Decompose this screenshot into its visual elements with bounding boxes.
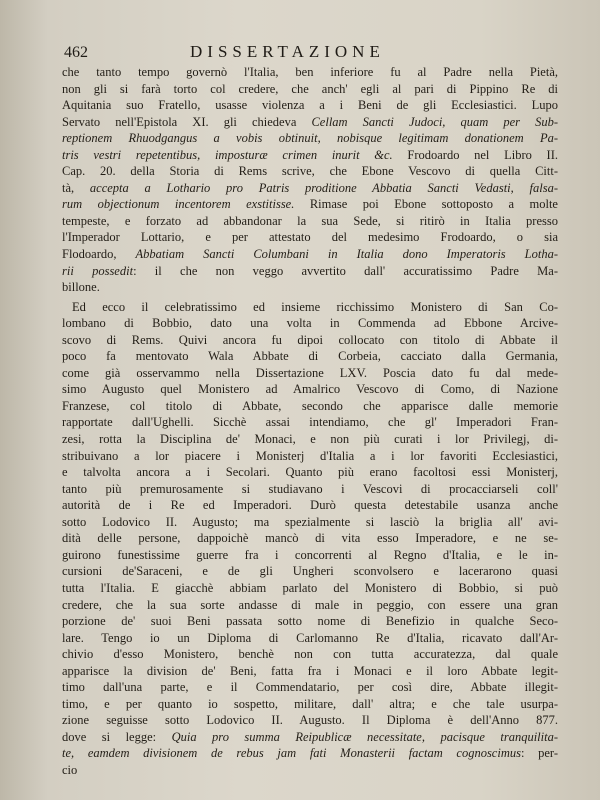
text-line: [62, 114, 558, 131]
text-segment: Flodoardo,: [62, 247, 136, 262]
text-line: [62, 514, 558, 531]
italic-segment: rum objectionum incentorem exstitisse.: [62, 197, 295, 212]
text-segment: poco fa mentovato Wala Abbate di Corbeia, cacciato dalla Germania,: [62, 349, 558, 364]
text-segment: Aquitania suo Fratello, usasse violenza a i Beni de gli Ecclesiastici. Lupo: [62, 98, 558, 113]
text-segment: stribuivano a lor piacere i Monisterj d'Italia a i lor favoriti Ecclesiastici,: [62, 448, 558, 463]
text-line: [62, 398, 558, 415]
text-segment: zione seguisse sotto Lodovico II. Augusto. Il Diploma è dell'Anno 877.: [62, 713, 558, 728]
text-line: [62, 464, 558, 481]
italic-segment: Cellam Sancti Judoci, quam per Sub-: [311, 114, 559, 129]
text-line: [62, 745, 558, 762]
text-line: [62, 332, 558, 349]
text-segment: lombano di Bobbio, dato una volta in Commenda ad Ebbone Arcive-: [62, 316, 558, 331]
text-line: [62, 630, 558, 647]
text-line: [62, 315, 558, 332]
text-segment: timo dall'una parte, e il Commendatario, per così dire, Abbate illegit-: [62, 680, 558, 695]
text-line: [62, 762, 558, 779]
text-segment: Ed ecco il celebratissimo ed insieme ricchissimo Monistero di San Co-: [72, 299, 558, 314]
text-segment: porzione de' suoi Beni passata sotto nome di Benefizio in qualche Seco-: [62, 614, 558, 629]
italic-segment: tris vestri repetentibus, imposturæ crimen inurit &c.: [62, 147, 393, 162]
text-segment: billone.: [62, 280, 100, 295]
text-line: [62, 263, 558, 280]
text-line: [62, 81, 558, 98]
text-line: [62, 163, 558, 180]
text-line: [62, 299, 558, 316]
italic-segment: te, eamdem divisionem de rebus jam fati Monasterii factam cognoscimus: [62, 746, 521, 761]
text-line: [62, 712, 558, 729]
text-segment: lare. Tengo io un Diploma di Carlomanno Re d'Italia, ricavato dall'Ar-: [62, 630, 558, 645]
text-line: [62, 431, 558, 448]
text-line: [62, 97, 558, 114]
text-segment: zesi, rotta la Disciplina de' Monaci, e non più curati i lor Privilegj, di-: [62, 432, 558, 447]
paragraph: [62, 64, 558, 296]
text-line: [62, 130, 558, 147]
text-line: [62, 348, 558, 365]
text-segment: rapportate dall'Ughelli. Sicchè assai intendiamo, che gl' Imperadori Fran-: [62, 415, 558, 430]
text-line: [62, 381, 558, 398]
text-line: [62, 481, 558, 498]
text-line: [62, 213, 558, 230]
text-line: [62, 229, 558, 246]
text-line: [62, 613, 558, 630]
text-line: [62, 448, 558, 465]
text-segment: non gli si farà torto col credere, che anch' egli al pari di Pippino Re di: [62, 81, 558, 96]
text-segment: Cap. 20. della Storia di Rems scrive, che Ebone Vescovo di quella Citt-: [62, 164, 558, 179]
text-segment: l'Imperador Lottario, e per attestato del medesimo Frodoardo, o sia: [62, 230, 558, 245]
text-segment: guirono funestissime guerre fra i concorrenti al Regno d'Italia, e le in-: [62, 547, 558, 562]
text-line: [62, 580, 558, 597]
paragraph: [62, 299, 558, 779]
text-line: [62, 246, 558, 263]
text-segment: dove si legge:: [62, 729, 172, 744]
text-segment: tempeste, e forzato ad abbandonar la sua Sede, si ritirò in Italia presso: [62, 213, 558, 228]
text-segment: sotto Lodovico II. Augusto; ma spezialmente si lasciò la briglia all' avi-: [62, 514, 558, 529]
text-segment: scovo di Rems. Quivi ancora fu dipoi collocato con titolo di Abbate il: [62, 332, 558, 347]
text-segment: Franzese, col titolo di Abbate, secondo che apparisce dalle memorie: [62, 398, 558, 413]
text-line: [62, 279, 558, 296]
text-line: [62, 497, 558, 514]
text-line: [62, 663, 558, 680]
text-segment: e talvolta ancora a i Secolari. Quanto più erano facoltosi essi Monisterj,: [62, 465, 558, 480]
text-segment: : il che non veggo avvertito dall' accuratissimo Padre Ma-: [133, 263, 558, 278]
text-line: [62, 547, 558, 564]
text-segment: tutta l'Italia. E giacchè abbiam parlato del Monistero di Bobbio, si può: [62, 580, 558, 595]
text-segment: : per-: [520, 746, 559, 761]
text-segment: cio: [62, 762, 78, 777]
text-segment: che tanto tempo governò l'Italia, ben inferiore fu al Padre nella Pietà,: [62, 65, 558, 79]
text-line: [62, 180, 558, 197]
body-text: [62, 64, 558, 779]
text-line: [62, 646, 558, 663]
text-line: [62, 530, 558, 547]
text-segment: apparisce la division de' Beni, fatta fra i Monaci e il loro Abbate legit-: [62, 663, 558, 678]
text-line: [62, 696, 558, 713]
text-line: [62, 147, 558, 164]
text-line: [62, 597, 558, 614]
text-segment: tà,: [62, 180, 90, 195]
page-number: 462: [64, 44, 88, 61]
text-line: [62, 729, 558, 746]
text-segment: Rimase poi Ebone sottoposto a molte: [294, 197, 558, 212]
text-segment: credere, che la sua sorte andasse di male in peggio, con essere una gran: [62, 597, 558, 612]
text-segment: come già osservammo nella Dissertazione LXV. Poscia dato fu dal mede-: [62, 365, 558, 380]
text-line: [62, 196, 558, 213]
text-segment: Servato nell'Epistola XI. gli chiedeva: [62, 114, 312, 129]
italic-segment: Abbatiam Sancti Columbani in Italia dono Imperatoris Lotha-: [135, 247, 558, 262]
text-line: [62, 365, 558, 382]
text-segment: chivio d'esso Monistero, benchè non con tutta accuratezza, dal quale: [62, 647, 558, 662]
italic-segment: reptionem Rhuodgangus a vobis obtinuit, nobisque legitimam donationem Pa-: [62, 131, 558, 146]
text-segment: simo Augusto quel Monistero ad Amalrico Vescovo di Como, di Nazione: [62, 382, 558, 397]
text-line: [62, 64, 558, 81]
text-line: [62, 563, 558, 580]
text-segment: autorità de i Re ed Imperadori. Durò questa detestabile usanza anche: [62, 498, 558, 513]
text-segment: dità delle persone, dappoichè mancò di vita esso Imperadore, e ne se-: [62, 531, 558, 546]
italic-segment: rii possedit: [62, 263, 134, 278]
italic-segment: accepta a Lothario pro Patris proditione Abbatia Sancti Vedasti, falsa-: [89, 180, 558, 195]
italic-segment: Quia pro summa Reipublicæ necessitate, pacisque tranquilita-: [171, 729, 558, 744]
text-segment: timo, e per quanto io sospetto, militare, dall' altra; e che tale usurpa-: [62, 696, 558, 711]
text-segment: Frodoardo nel Libro II.: [392, 147, 558, 162]
text-line: [62, 679, 558, 696]
text-line: [62, 414, 558, 431]
text-segment: tanto più premurosamente si studiavano i Vescovi di procacciarseli coll': [62, 481, 558, 496]
running-title: DISSERTAZIONE: [190, 42, 385, 61]
text-segment: cursioni de'Saraceni, e de gli Ungheri sconvolsero e lacerarono quasi: [62, 564, 558, 579]
